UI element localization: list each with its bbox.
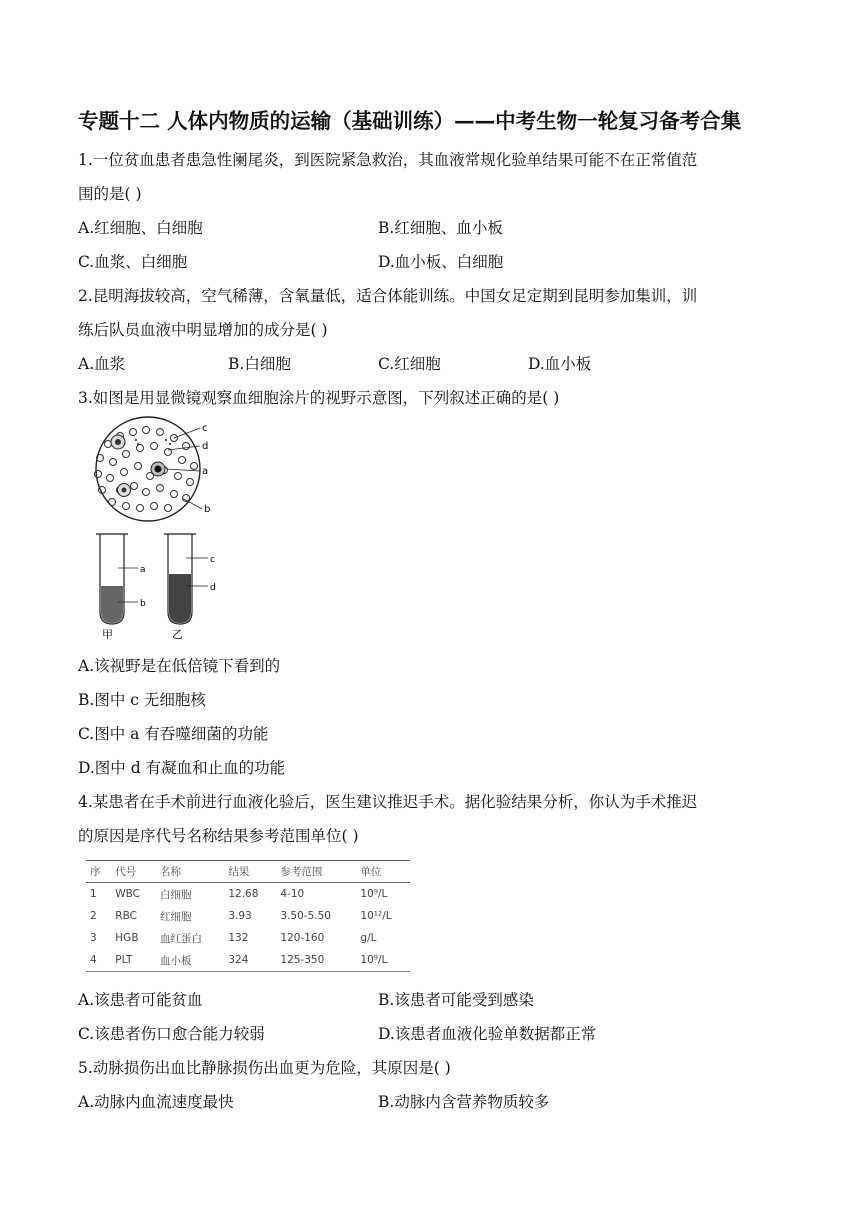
q5-option-a[interactable]: A.动脉内血流速度最快 <box>78 1093 234 1111</box>
smear-label-a: a <box>202 466 209 477</box>
q4-option-a[interactable]: A.该患者可能贫血 <box>78 991 203 1009</box>
table-cell: 125-350 <box>276 949 356 972</box>
q1-option-a[interactable]: A.红细胞、白细胞 <box>78 219 203 237</box>
table-cell: 120-160 <box>280 932 325 944</box>
q5-stem-line1: 5.动脉损伤出血比静脉损伤出血更为危险，其原因是( ) <box>78 1059 451 1077</box>
test-tube-figure <box>84 528 234 640</box>
tube2-label-c: c <box>210 555 215 565</box>
table-cell: 血红蛋白 <box>160 932 203 945</box>
q1-stem-line2: 围的是( ) <box>78 185 142 203</box>
q2-option-c[interactable]: C.红细胞 <box>378 355 441 373</box>
col-header-range: 参考范围 <box>276 861 356 883</box>
table-cell: 10⁹/L <box>356 949 410 972</box>
q2-option-b[interactable]: B.白细胞 <box>228 355 291 373</box>
tube1-label-b: b <box>140 599 146 609</box>
table-cell: HGB <box>115 932 139 944</box>
q5-option-b[interactable]: B.动脉内含营养物质较多 <box>378 1093 550 1111</box>
q3-option-b[interactable]: B.图中 c 无细胞核 <box>78 691 206 709</box>
tube2-name: 乙 <box>172 628 183 640</box>
q1-option-c[interactable]: C.血浆、白细胞 <box>78 253 188 271</box>
q4-stem-line1: 4.某患者在手术前进行血液化验后，医生建议推迟手术。据化验结果分析，你认为手术推迟 <box>78 793 698 811</box>
table-cell: PLT <box>111 949 156 972</box>
q4-option-b[interactable]: B.该患者可能受到感染 <box>378 991 534 1009</box>
table-cell: 1 <box>90 888 97 900</box>
table-cell: 红细胞 <box>160 910 192 923</box>
q3-stem-line1: 3.如图是用显微镜观察血细胞涂片的视野示意图，下列叙述正确的是( ) <box>78 389 560 407</box>
table-cell: 324 <box>224 949 276 972</box>
q2-option-a[interactable]: A.血浆 <box>78 355 126 373</box>
q2-stem-line2: 练后队员血液中明显增加的成分是( ) <box>78 321 328 339</box>
q4-option-d[interactable]: D.该患者血液化验单数据都正常 <box>378 1025 597 1043</box>
table-cell: RBC <box>115 910 137 922</box>
q1-stem-line1: 1.一位贫血患者患急性阑尾炎，到医院紧急救治，其血液常规化验单结果可能不在正常值范 <box>78 151 698 169</box>
q3-option-c[interactable]: C.图中 a 有吞噬细菌的功能 <box>78 725 269 743</box>
smear-label-c: c <box>202 423 208 434</box>
q2-stem-line1: 2.昆明海拔较高，空气稀薄，含氧量低，适合体能训练。中国女足定期到昆明参加集训，训 <box>78 287 698 305</box>
q1-option-b[interactable]: B.红细胞、血小板 <box>378 219 503 237</box>
col-header-code: 代号 <box>111 861 156 883</box>
table-cell: 12.68 <box>228 888 259 900</box>
table-header-row <box>86 861 410 883</box>
table-cell: 3 <box>90 932 97 944</box>
table-row <box>86 949 410 972</box>
table-row <box>86 927 410 949</box>
table-cell: 2 <box>90 910 97 922</box>
table-cell: 白细胞 <box>160 888 192 901</box>
table-cell: g/L <box>360 932 377 944</box>
blood-smear-figure <box>78 414 228 524</box>
q3-option-a[interactable]: A.该视野是在低倍镜下看到的 <box>78 657 281 675</box>
table-cell: 4 <box>86 949 111 972</box>
table-cell: 10⁹/L <box>360 888 388 900</box>
q2-option-d[interactable]: D.血小板 <box>528 355 592 373</box>
tube1-name: 甲 <box>102 628 113 640</box>
table-cell: 3.93 <box>228 910 252 922</box>
tube1-label-a: a <box>140 565 146 575</box>
smear-label-d: d <box>202 441 209 452</box>
q1-option-d[interactable]: D.血小板、白细胞 <box>378 253 504 271</box>
table-cell: 3.50-5.50 <box>280 910 331 922</box>
q4-option-c[interactable]: C.该患者伤口愈合能力较弱 <box>78 1025 265 1043</box>
col-header-result: 结果 <box>224 861 276 883</box>
table-cell: 10¹²/L <box>360 910 392 922</box>
smear-label-b: b <box>204 504 211 515</box>
table-cell: 132 <box>228 932 249 944</box>
col-header-unit: 单位 <box>356 861 410 883</box>
q3-option-d[interactable]: D.图中 d 有凝血和止血的功能 <box>78 759 286 777</box>
tube2-label-d: d <box>210 583 216 593</box>
table-cell: 4-10 <box>280 888 305 900</box>
table-row <box>86 883 410 906</box>
table-row <box>86 905 410 927</box>
table-cell: WBC <box>115 888 141 900</box>
col-header-name: 名称 <box>156 861 224 883</box>
blood-test-table <box>86 860 410 972</box>
q4-stem-line2: 的原因是序代号名称结果参考范围单位( ) <box>78 827 359 845</box>
table-cell: 血小板 <box>156 949 224 972</box>
col-header-index: 序 <box>86 861 111 883</box>
page-title: 专题十二 人体内物质的运输（基础训练）——中考生物一轮复习备考合集 <box>78 109 742 133</box>
